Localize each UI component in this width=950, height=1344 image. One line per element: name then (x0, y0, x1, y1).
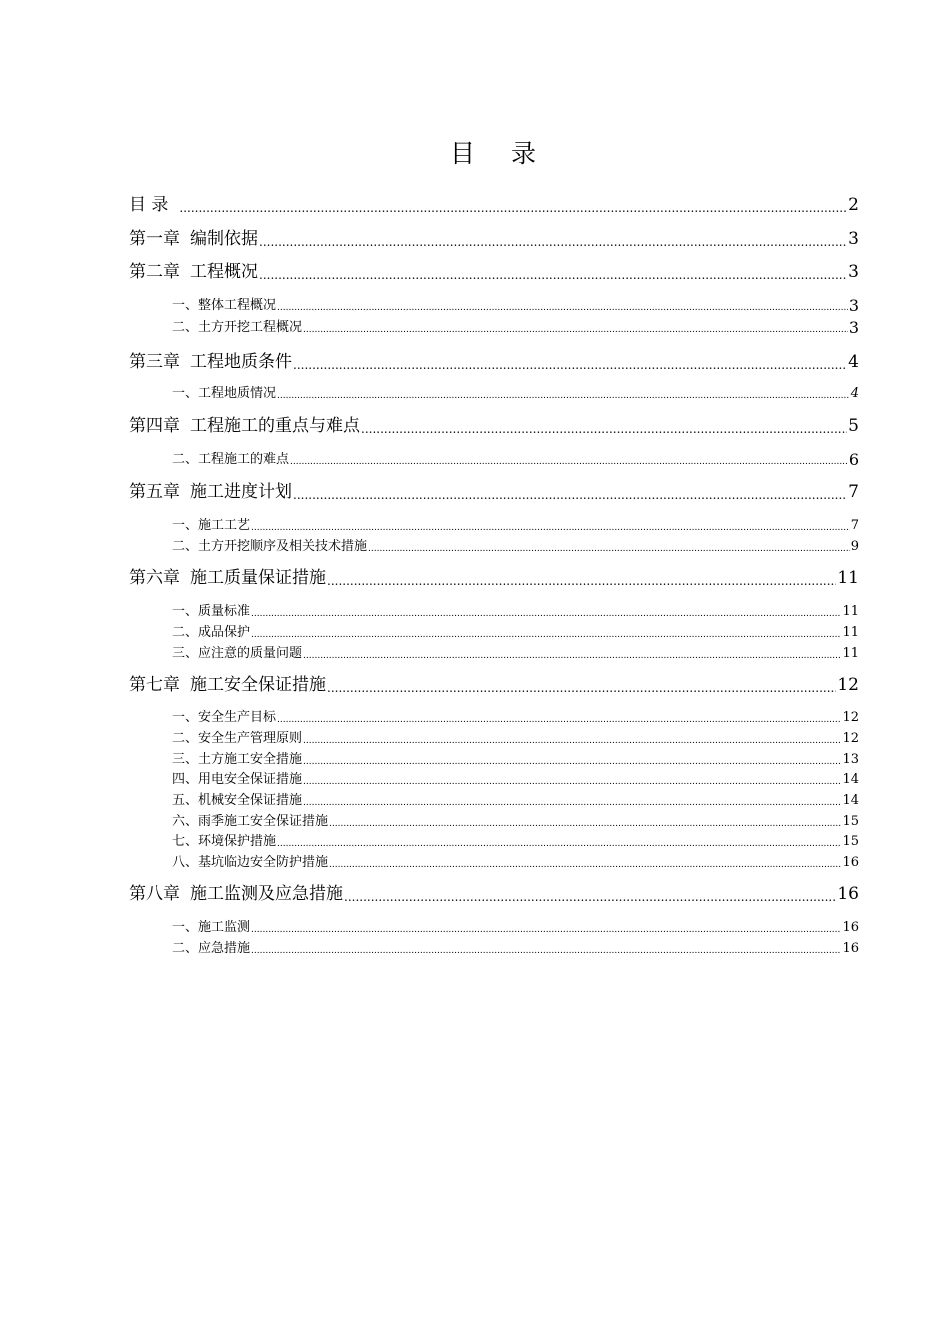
toc-entry-number: 第五章 (129, 482, 180, 502)
toc-entry-number: 三、 (172, 752, 199, 767)
toc-page-number: 7 (850, 518, 859, 533)
toc-chapter-entry[interactable] (129, 414, 859, 438)
toc-entry-number: 一、 (172, 518, 199, 533)
toc-entry-number: 一、 (172, 710, 199, 725)
toc-entry-label: 机械安全保证措施 (198, 793, 303, 808)
toc-dot-leader (303, 755, 841, 769)
toc-section-entry[interactable] (172, 645, 859, 663)
toc-dot-leader (251, 607, 841, 621)
toc-section-entry[interactable] (172, 538, 859, 556)
toc-section-entry[interactable] (172, 833, 859, 851)
toc-entry-number: 三、 (172, 646, 199, 661)
toc-page-number: 13 (842, 752, 859, 767)
toc-dot-leader (277, 837, 841, 851)
toc-entry-label: 施工安全保证措施 (190, 675, 326, 695)
toc-entry-number: 二、 (172, 941, 199, 956)
toc-entry-number: 第一章 (129, 229, 180, 249)
toc-dot-leader (303, 649, 841, 663)
toc-dot-leader (327, 572, 836, 590)
toc-section-entry[interactable] (172, 792, 859, 810)
toc-dot-leader (303, 796, 841, 810)
toc-page-number: 3 (848, 262, 859, 282)
toc-entry-label: 应注意的质量问题 (198, 646, 303, 661)
toc-chapter-entry[interactable] (129, 673, 859, 697)
toc-entry-number: 二、 (172, 320, 199, 335)
toc-entry-number: 五、 (172, 793, 199, 808)
toc-section-entry[interactable] (172, 624, 859, 642)
toc-section-entry[interactable] (172, 730, 859, 748)
toc-entry-number: 二、 (172, 539, 199, 554)
toc-dot-leader (251, 944, 841, 958)
toc-dot-leader (251, 628, 841, 642)
toc-section-entry[interactable] (172, 319, 859, 337)
toc-entry-label: 应急措施 (198, 941, 251, 956)
toc-chapter-entry[interactable] (129, 350, 859, 374)
toc-page-number: 9 (850, 539, 859, 554)
toc-dot-leader (303, 323, 848, 337)
toc-page-number: 5 (848, 416, 859, 436)
toc-entry-label: 土方开挖顺序及相关技术措施 (198, 539, 368, 554)
toc-section-entry[interactable] (172, 813, 859, 831)
toc-entry-number: 一、 (172, 920, 199, 935)
toc-page-number: 15 (842, 834, 859, 849)
toc-dot-leader (303, 734, 841, 748)
toc-entry-label: 基坑临边安全防护措施 (198, 855, 329, 870)
toc-page-number: 16 (842, 920, 859, 935)
toc-entry-number: 第六章 (129, 568, 180, 588)
toc-entry-label: 土方施工安全措施 (198, 752, 303, 767)
toc-chapter-entry[interactable] (129, 227, 859, 251)
page-title: 目 录 (450, 139, 550, 168)
toc-page-number: 15 (842, 814, 859, 829)
toc-page-number: 7 (848, 482, 859, 502)
toc-page-number: 11 (837, 568, 859, 588)
toc-page-number: 16 (842, 941, 859, 956)
toc-entry-label: 编制依据 (190, 229, 258, 249)
toc-entry-number: 第二章 (129, 262, 180, 282)
toc-chapter-entry[interactable] (129, 480, 859, 504)
toc-entry-number: 二、 (172, 452, 199, 467)
toc-page-number: 12 (837, 675, 859, 695)
toc-chapter-entry[interactable] (129, 882, 859, 906)
toc-entry-number: 一、 (172, 386, 199, 401)
toc-entry-number: 第八章 (129, 884, 180, 904)
toc-page-number: 3 (848, 296, 859, 315)
toc-page-number: 2 (848, 195, 859, 215)
toc-entry-label: 雨季施工安全保证措施 (198, 814, 329, 829)
toc-page-number: 11 (842, 646, 859, 661)
toc-dot-leader (290, 455, 848, 469)
toc-page-number: 12 (842, 710, 859, 725)
toc-dot-leader (344, 888, 836, 906)
toc-page-number: 4 (850, 386, 859, 401)
toc-entry-label: 工程施工的难点 (198, 452, 290, 467)
toc-entry-label: 环境保护措施 (198, 834, 277, 849)
toc-entry-number: 第四章 (129, 416, 180, 436)
toc-section-entry[interactable] (172, 451, 859, 469)
toc-dot-leader (251, 521, 850, 535)
toc-chapter-entry[interactable] (129, 193, 859, 217)
toc-entry-label: 成品保护 (198, 625, 251, 640)
toc-dot-leader (303, 775, 841, 789)
toc-page-number: 14 (842, 793, 859, 808)
toc-entry-label: 安全生产目标 (198, 710, 277, 725)
toc-dot-leader (327, 679, 836, 697)
toc-page-number: 6 (848, 450, 859, 469)
toc-entry-label: 土方开挖工程概况 (198, 320, 303, 335)
toc-entry-label: 工程地质条件 (190, 352, 292, 372)
toc-entry-label: 施工工艺 (198, 518, 251, 533)
toc-entry-label: 施工质量保证措施 (190, 568, 326, 588)
toc-page-number: 3 (848, 229, 859, 249)
toc-dot-leader (329, 858, 841, 872)
toc-page-number: 11 (842, 625, 859, 640)
toc-section-entry[interactable] (172, 854, 859, 872)
toc-entry-label: 施工进度计划 (190, 482, 292, 502)
toc-section-entry[interactable] (172, 919, 859, 937)
toc-section-entry[interactable] (172, 751, 859, 769)
toc-entry-label: 用电安全保证措施 (198, 772, 303, 787)
toc-entry-number: 四、 (172, 772, 199, 787)
toc-dot-leader (179, 199, 847, 217)
toc-page-number: 14 (842, 772, 859, 787)
toc-section-entry[interactable] (172, 709, 859, 727)
toc-entry-number: 二、 (172, 625, 199, 640)
toc-dot-leader (277, 301, 848, 315)
toc-section-entry[interactable] (172, 771, 859, 789)
toc-page-number: 11 (842, 604, 859, 619)
toc-dot-leader (293, 486, 847, 504)
toc-entry-number: 八、 (172, 855, 199, 870)
toc-dot-leader (277, 389, 850, 403)
toc-entry-number: 目 录 (129, 195, 169, 215)
toc-entry-label: 质量标准 (198, 604, 251, 619)
toc-dot-leader (251, 923, 841, 937)
toc-page-number: 16 (837, 884, 859, 904)
toc-section-entry[interactable] (172, 517, 859, 535)
toc-section-entry[interactable] (172, 297, 859, 315)
toc-dot-leader (293, 356, 847, 374)
toc-page-number: 12 (842, 731, 859, 746)
toc-entry-label: 施工监测 (198, 920, 251, 935)
toc-entry-number: 一、 (172, 298, 199, 313)
toc-chapter-entry[interactable] (129, 260, 859, 284)
toc-dot-leader (259, 233, 847, 251)
toc-entry-label: 安全生产管理原则 (198, 731, 303, 746)
toc-entry-number: 第三章 (129, 352, 180, 372)
toc-page-number: 3 (848, 318, 859, 337)
toc-entry-label: 整体工程概况 (198, 298, 277, 313)
toc-section-entry[interactable] (172, 940, 859, 958)
toc-entry-label: 工程概况 (190, 262, 258, 282)
toc-section-entry[interactable] (172, 385, 859, 403)
toc-page-number: 16 (842, 855, 859, 870)
toc-entry-label: 工程地质情况 (198, 386, 277, 401)
toc-section-entry[interactable] (172, 603, 859, 621)
toc-page-number: 4 (848, 352, 859, 372)
toc-entry-label: 工程施工的重点与难点 (190, 416, 360, 436)
toc-entry-number: 六、 (172, 814, 199, 829)
toc-dot-leader (329, 817, 841, 831)
toc-dot-leader (277, 713, 841, 727)
toc-entry-number: 第七章 (129, 675, 180, 695)
toc-entry-label: 施工监测及应急措施 (190, 884, 343, 904)
toc-entry-number: 七、 (172, 834, 199, 849)
toc-dot-leader (361, 420, 847, 438)
toc-chapter-entry[interactable] (129, 566, 859, 590)
toc-dot-leader (259, 266, 847, 284)
toc-entry-number: 一、 (172, 604, 199, 619)
toc-entry-number: 二、 (172, 731, 199, 746)
toc-dot-leader (368, 542, 850, 556)
